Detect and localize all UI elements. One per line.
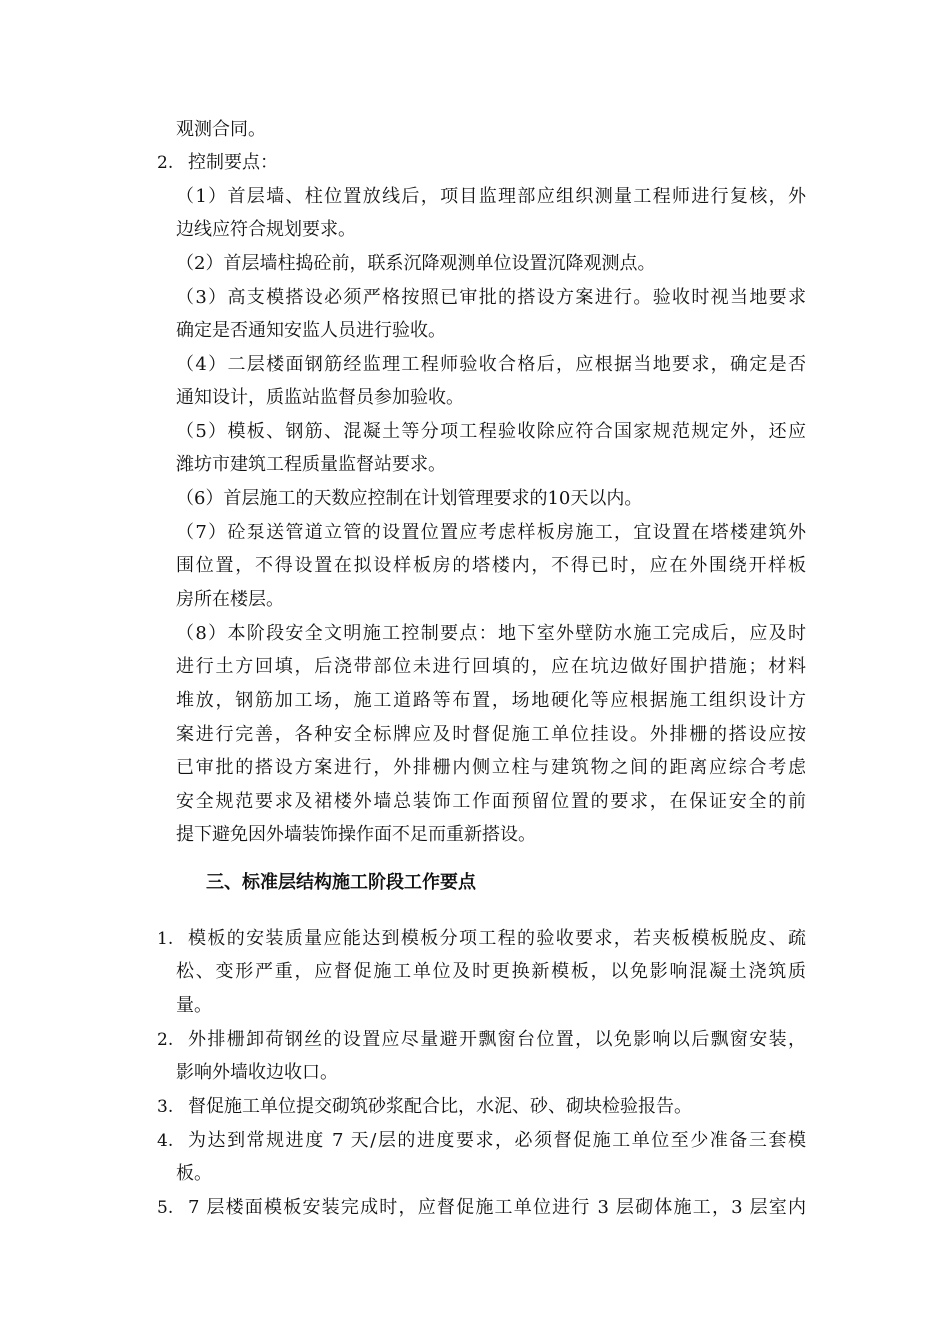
item-4-line-1: 为达到常规进度 7 天/层的进度要求，必须督促施工单位至少准备三套模 bbox=[188, 1130, 806, 1151]
item-1-line-3: 量。 bbox=[176, 995, 212, 1016]
point-2-line-1: （2）首层墙柱捣砼前，联系沉降观测单位设置沉降观测点。 bbox=[176, 253, 656, 274]
item-1-number: 1. bbox=[157, 929, 174, 949]
item-3-line-1: 督促施工单位提交砌筑砂浆配合比，水泥、砂、砌块检验报告。 bbox=[188, 1096, 692, 1117]
item-1-line-1: 模板的安装质量应能达到模板分项工程的验收要求，若夹板模板脱皮、疏 bbox=[188, 928, 806, 949]
item-4-number: 4. bbox=[157, 1131, 174, 1151]
point-7-line-3: 房所在楼层。 bbox=[176, 589, 284, 610]
section-2-title: 控制要点： bbox=[188, 152, 278, 173]
item-3-number: 3. bbox=[157, 1097, 174, 1117]
point-8-line-5: 已审批的搭设方案进行，外排栅内侧立柱与建筑物之间的距离应综合考虑 bbox=[176, 757, 806, 778]
item-4-line-2: 板。 bbox=[176, 1163, 212, 1184]
point-8-line-7: 提下避免因外墙装饰操作面不足而重新搭设。 bbox=[176, 824, 536, 845]
point-3-line-2: 确定是否通知安监人员进行验收。 bbox=[176, 320, 446, 341]
point-8-line-6: 安全规范要求及裙楼外墙总装饰工作面预留位置的要求，在保证安全的前 bbox=[176, 791, 806, 812]
item-5-number: 5. bbox=[157, 1198, 174, 1218]
point-7-line-1: （7）砼泵送管道立管的设置位置应考虑样板房施工，宜设置在塔楼建筑外 bbox=[176, 522, 806, 543]
item-2-number: 2. bbox=[157, 1030, 174, 1050]
item-5-line-1: 7 层楼面模板安装完成时，应督促施工单位进行 3 层砌体施工，3 层室内 bbox=[188, 1197, 806, 1218]
point-7-line-2: 围位置，不得设置在拟设样板房的塔楼内，不得已时，应在外围绕开样板 bbox=[176, 555, 806, 576]
point-4-line-1: （4）二层楼面钢筋经监理工程师验收合格后，应根据当地要求，确定是否 bbox=[176, 354, 806, 375]
section-2-number: 2. bbox=[157, 153, 174, 173]
point-8-line-1: （8）本阶段安全文明施工控制要点：地下室外壁防水施工完成后，应及时 bbox=[176, 623, 806, 644]
point-6-line-1: （6）首层施工的天数应控制在计划管理要求的10天以内。 bbox=[176, 488, 643, 509]
intro-tail-line: 观测合同。 bbox=[176, 119, 266, 140]
point-5-line-1: （5）模板、钢筋、混凝土等分项工程验收除应符合国家规范规定外，还应 bbox=[176, 421, 806, 442]
point-1-line-1: （1）首层墙、柱位置放线后，项目监理部应组织测量工程师进行复核，外 bbox=[176, 186, 806, 207]
item-2-line-1: 外排栅卸荷钢丝的设置应尽量避开飘窗台位置，以免影响以后飘窗安装， bbox=[188, 1029, 806, 1050]
point-8-line-3: 堆放，钢筋加工场，施工道路等布置，场地硬化等应根据施工组织设计方 bbox=[176, 690, 806, 711]
point-3-line-1: （3）高支模搭设必须严格按照已审批的搭设方案进行。验收时视当地要求 bbox=[176, 287, 806, 308]
section-3-heading: 三、标准层结构施工阶段工作要点 bbox=[206, 872, 476, 893]
item-2-line-2: 影响外墙收边收口。 bbox=[176, 1062, 338, 1083]
item-1-line-2: 松、变形严重，应督促施工单位及时更换新模板，以免影响混凝土浇筑质 bbox=[176, 961, 806, 982]
point-8-line-2: 进行土方回填，后浇带部位未进行回填的，应在坑边做好围护措施；材料 bbox=[176, 656, 806, 677]
point-5-line-2: 潍坊市建筑工程质量监督站要求。 bbox=[176, 454, 446, 475]
point-8-line-4: 案进行完善，各种安全标牌应及时督促施工单位挂设。外排栅的搭设应按 bbox=[176, 724, 806, 745]
point-4-line-2: 通知设计，质监站监督员参加验收。 bbox=[176, 387, 464, 408]
point-1-line-2: 边线应符合规划要求。 bbox=[176, 219, 356, 240]
